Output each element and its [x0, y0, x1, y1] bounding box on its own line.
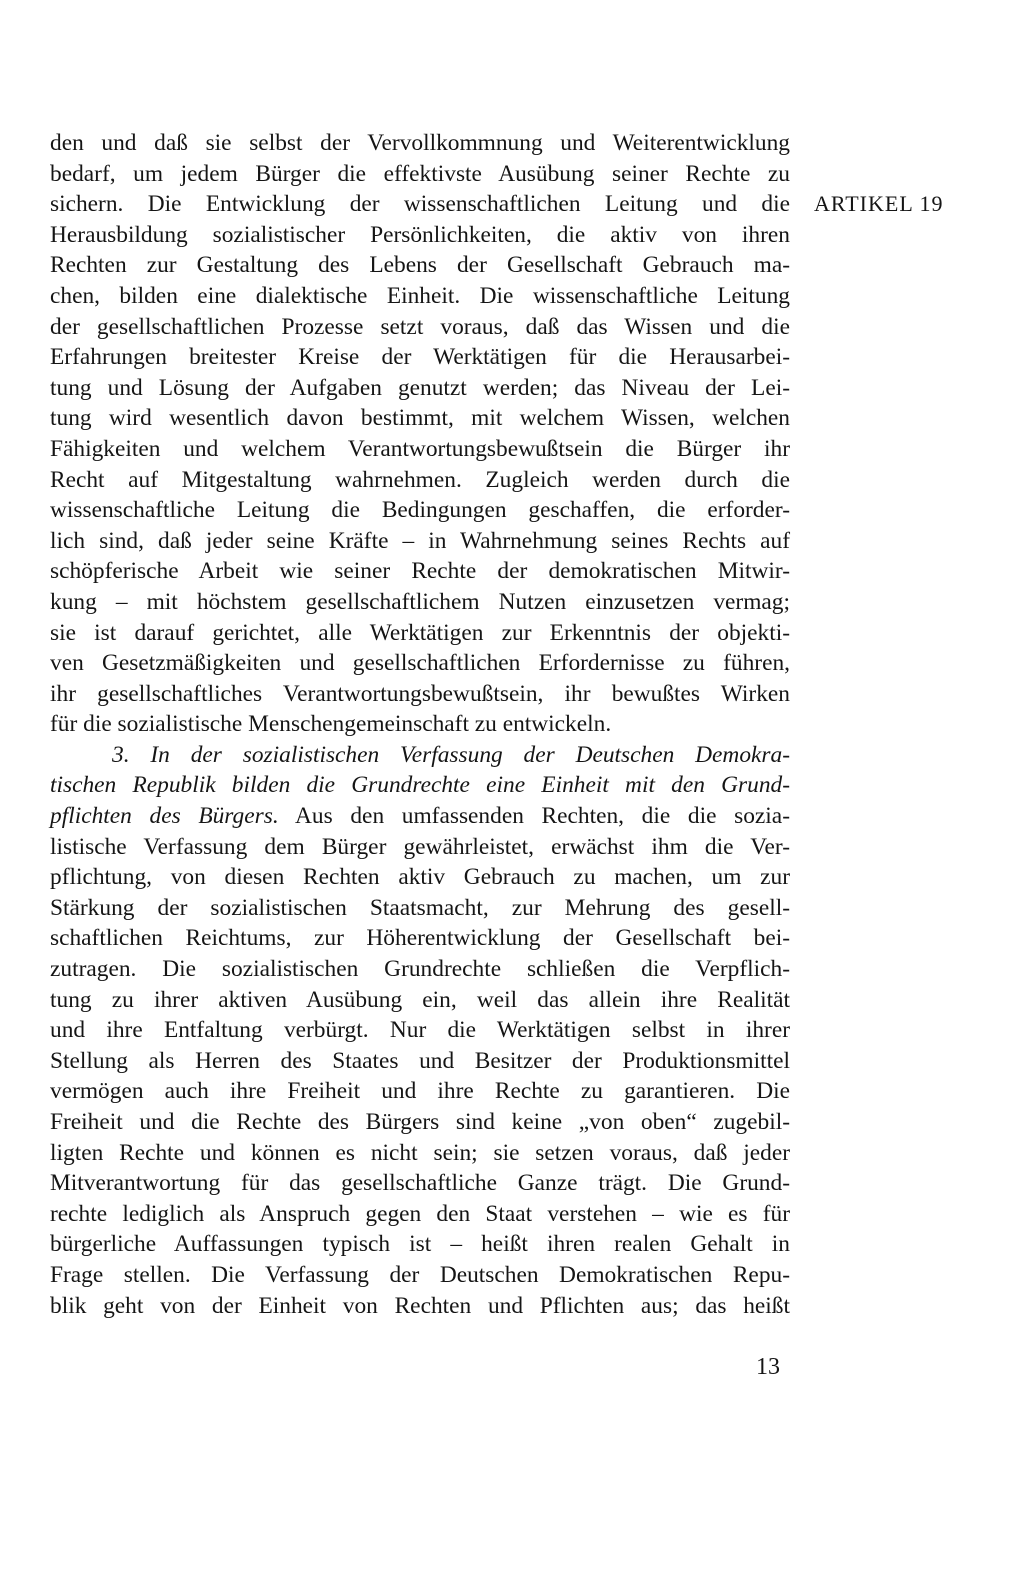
text-line: bedarf, um jedem Bürger die effektivste Ausübung seiner Rechte zu: [50, 160, 790, 187]
text-line: pflichtung, von diesen Rechten aktiv Gebrauch zu machen, um zur: [50, 864, 790, 891]
body-text: [50, 128, 790, 1321]
text-line: und ihre Entfaltung verbürgt. Nur die Werktätigen selbst in ihrer: [50, 1017, 790, 1044]
text-line: ihr gesellschaftliches Verantwortungsbewußtsein, ihr bewußtes Wirken: [50, 680, 790, 707]
text-line: Stärkung der sozialistischen Staatsmacht, zur Mehrung des gesell-: [50, 894, 790, 921]
text-line: sichern. Die Entwicklung der wissenschaftlichen Leitung und die: [50, 191, 790, 218]
paragraph-end-line: für die sozialistische Menschengemeinschaft zu entwickeln.: [50, 711, 612, 738]
italic-heading-line: [50, 740, 790, 771]
text-line: ligten Rechte und können es nicht sein; sie setzen voraus, daß jeder: [50, 1139, 790, 1166]
text-line: Frage stellen. Die Verfassung der Deutschen Demokratischen Repu-: [50, 1261, 790, 1288]
text-line: Freiheit und die Rechte des Bürgers sind keine „von oben“ zugebil-: [50, 1109, 790, 1135]
text-line: wissenschaftliche Leitung die Bedingungen geschaffen, die erforder-: [50, 497, 790, 524]
margin-note-article: ARTIKEL 19: [814, 191, 944, 216]
text-line: listische Verfassung dem Bürger gewährleistet, erwächst ihm die Ver-: [50, 833, 790, 860]
italic-text: 3. In der sozialistischen Verfassung der Deutschen Demokra-: [112, 741, 790, 768]
text-line: sie ist darauf gerichtet, alle Werktätigen zur Erkenntnis der objekti-: [50, 619, 790, 646]
text-line: lich sind, daß jeder seine Kräfte – in Wahrnehmung seines Rechts auf: [50, 527, 790, 554]
text-line: Stellung als Herren des Staates und Besitzer der Produktionsmittel: [50, 1047, 790, 1074]
text-line: zutragen. Die sozialistischen Grundrechte schließen die Verpflich-: [50, 956, 790, 983]
text-line: bürgerliche Auffassungen typisch ist – heißt ihren realen Gehalt in: [50, 1231, 790, 1258]
text-line: rechte lediglich als Anspruch gegen den Staat verstehen – wie es für: [50, 1200, 790, 1227]
italic-text: pflichten des Bürgers.: [50, 803, 279, 830]
text-line: der gesellschaftlichen Prozesse setzt voraus, daß das Wissen und die: [50, 313, 790, 340]
text-line: Erfahrungen breitester Kreise der Werktätigen für die Herausarbei-: [50, 344, 790, 371]
mixed-text-line: [50, 801, 790, 832]
page-number: 13: [756, 1354, 780, 1380]
italic-heading-line: [50, 770, 790, 801]
text-line: Herausbildung sozialistischer Persönlichkeiten, die aktiv von ihren: [50, 221, 790, 248]
text-line: schöpferische Arbeit wie seiner Rechte der demokratischen Mitwir-: [50, 558, 790, 585]
text-line: Mitverantwortung für das gesellschaftliche Ganze trägt. Die Grund-: [50, 1170, 790, 1197]
text-line: Recht auf Mitgestaltung wahrnehmen. Zugleich werden durch die: [50, 466, 790, 493]
text-line: Rechten zur Gestaltung des Lebens der Gesellschaft Gebrauch ma-: [50, 252, 790, 279]
text-line: schaftlichen Reichtums, zur Höherentwicklung der Gesellschaft bei-: [50, 925, 790, 952]
text-line: tung wird wesentlich davon bestimmt, mit welchem Wissen, welchen: [50, 405, 790, 432]
text-line: blik geht von der Einheit von Rechten und Pflichten aus; das heißt: [50, 1292, 790, 1319]
text-line: ven Gesetzmäßigkeiten und gesellschaftlichen Erfordernisse zu führen,: [50, 650, 790, 677]
roman-text: Aus den umfassenden Rechten, die die sozia-: [278, 803, 790, 830]
text-line: chen, bilden eine dialektische Einheit. Die wissenschaftliche Leitung: [50, 282, 790, 309]
italic-text: tischen Republik bilden die Grundrechte eine Einheit mit den Grund-: [50, 772, 790, 799]
text-line: Fähigkeiten und welchem Verantwortungsbewußtsein die Bürger ihr: [50, 435, 790, 462]
text-line: tung und Lösung der Aufgaben genutzt werden; das Niveau der Lei-: [50, 374, 790, 401]
text-line: den und daß sie selbst der Vervollkommnung und Weiterentwicklung: [50, 130, 790, 156]
text-line: vermögen auch ihre Freiheit und ihre Rechte zu garantieren. Die: [50, 1078, 790, 1105]
text-line: tung zu ihrer aktiven Ausübung ein, weil das allein ihre Realität: [50, 986, 790, 1013]
text-line: kung – mit höchstem gesellschaftlichem Nutzen einzusetzen vermag;: [50, 588, 790, 615]
